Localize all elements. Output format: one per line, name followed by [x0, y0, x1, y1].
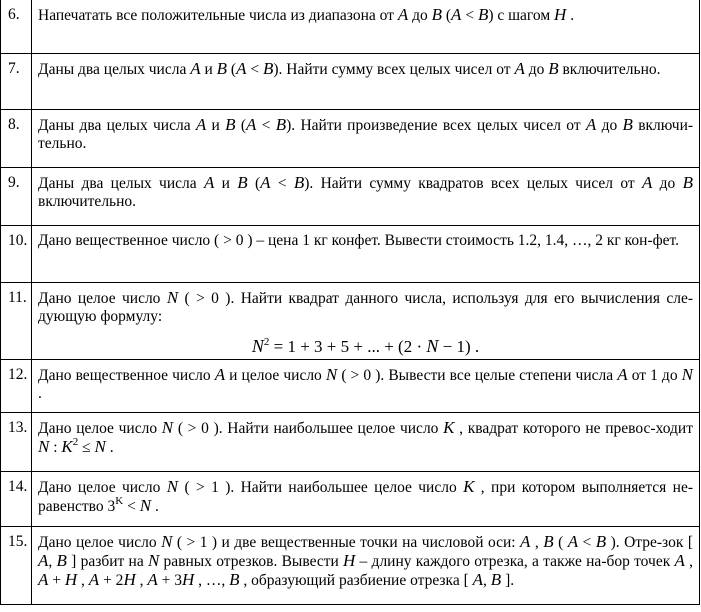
formula: [38, 337, 693, 356]
text-run: <: [256, 117, 276, 134]
table-row: [1, 168, 700, 226]
text-run: (: [227, 61, 237, 78]
math-symbol: A: [236, 59, 247, 78]
task-text: [32, 472, 700, 527]
text-run: ) с шагом: [488, 7, 555, 24]
text-run: (: [442, 7, 452, 24]
math-symbol: A: [674, 551, 685, 570]
table-row: [1, 54, 700, 110]
text-run: <: [578, 534, 596, 551]
text-run: ). Отре-зок [: [606, 534, 693, 551]
text-run: .: [105, 439, 114, 456]
table-row: [1, 360, 700, 413]
row-number: 12.: [1, 360, 32, 413]
row-number: 9.: [1, 168, 32, 226]
math-symbol: B: [595, 532, 607, 551]
math-symbol: B: [293, 173, 305, 192]
math-symbol: B: [548, 59, 559, 78]
row-number: 14.: [1, 472, 32, 527]
math-symbol: B: [682, 173, 694, 192]
math-symbol: K: [61, 437, 73, 456]
text-run: (: [553, 534, 568, 551]
math-symbol: A: [641, 173, 653, 192]
superscript: 2: [72, 436, 79, 448]
text-run: включи-тельно.: [38, 117, 694, 152]
text-run: (: [235, 117, 247, 134]
text-run: <: [246, 61, 263, 78]
row-number: 15.: [1, 527, 32, 605]
math-symbol: B: [543, 532, 554, 551]
math-symbol: H: [64, 570, 78, 589]
math-symbol: K: [463, 477, 475, 496]
text-run: от 1 до: [627, 367, 682, 384]
math-symbol: A: [246, 115, 257, 134]
math-symbol: B: [477, 5, 489, 24]
text-run: ( > 0 ). Найти квадрат данного числа, используя для его вычисления сле-дующую формулу:: [38, 290, 693, 325]
math-symbol: B: [56, 551, 67, 570]
text-run: Дано вещественное число ( > 0 ) – цена 1 кг конфет. Вывести стоимость 1.2, 1.4, …, 2 кг кон-фет.: [38, 232, 680, 249]
text-run: ( > 0 ). Вывести все целые степени числа: [337, 367, 618, 384]
table-row: [1, 226, 700, 283]
math-symbol: A: [617, 365, 628, 384]
text-run: и: [206, 117, 226, 134]
math-symbol: A: [195, 115, 207, 134]
text-run: .: [151, 498, 159, 515]
math-symbol: B: [622, 115, 633, 134]
text-run: включительно.: [558, 61, 661, 78]
text-run: ,: [684, 553, 694, 570]
text-run: +: [48, 572, 65, 589]
text-run: Дано целое число: [38, 534, 162, 551]
table-row: [1, 110, 700, 168]
text-run: равных отрезков. Вывести: [159, 553, 344, 570]
math-symbol: A: [397, 5, 409, 24]
text-run: , квадрат которого не превос-ходит: [454, 420, 693, 437]
math-symbol: N: [161, 532, 173, 551]
text-run: .: [38, 385, 42, 402]
math-symbol: B: [262, 59, 274, 78]
math-symbol: N: [426, 336, 439, 356]
text-run: ,: [135, 572, 148, 589]
text-run: и: [200, 61, 217, 78]
task-text: [32, 527, 700, 605]
math-symbol: A: [38, 570, 49, 589]
superscript: K: [115, 495, 124, 507]
math-symbol: N: [161, 418, 174, 437]
math-symbol: A: [260, 173, 271, 192]
task-text: [32, 226, 700, 283]
math-symbol: B: [431, 5, 442, 24]
math-symbol: A: [451, 5, 462, 24]
math-symbol: A: [147, 570, 158, 589]
math-symbol: B: [225, 115, 236, 134]
math-symbol: B: [216, 59, 228, 78]
text-run: <: [461, 7, 478, 24]
text-run: включительно.: [38, 193, 137, 210]
text-run: ≤: [78, 439, 95, 456]
text-run: Дано вещественное число: [38, 367, 215, 384]
text-run: ].: [501, 572, 515, 589]
table-row: [1, 413, 700, 472]
text-run: + 2: [99, 572, 124, 589]
text-run: Дано целое число: [38, 479, 167, 496]
text-run: и: [214, 175, 238, 192]
text-run: Напечатать все положительные числа из диапазона от: [38, 7, 398, 24]
text-run: .: [566, 7, 575, 24]
table-row: [1, 0, 700, 54]
text-run: <: [270, 175, 294, 192]
text-run: :: [49, 439, 62, 456]
text-run: и целое число: [225, 367, 326, 384]
text-run: ). Найти произведение всех целых чисел от: [286, 117, 586, 134]
row-number: 8.: [1, 110, 32, 168]
task-text: [32, 0, 700, 54]
math-symbol: A: [214, 365, 226, 384]
task-text: [32, 110, 700, 168]
row-number: 7.: [1, 54, 32, 110]
math-symbol: A: [203, 173, 215, 192]
task-text: [32, 360, 700, 413]
math-symbol: N: [94, 437, 106, 456]
math-symbol: N: [38, 437, 50, 456]
text-run: ( > 0 ). Найти наибольшее целое число: [173, 420, 444, 437]
text-run: ,: [77, 572, 89, 589]
math-symbol: A: [514, 59, 525, 78]
text-run: , …,: [194, 572, 230, 589]
text-run: − 1) .: [438, 337, 480, 356]
text-run: = 1 + 3 + 5 + ... + (2 ·: [269, 337, 427, 356]
math-symbol: H: [554, 5, 567, 24]
text-run: ] разбит на: [66, 553, 148, 570]
table-row: [1, 472, 700, 527]
text-run: ,: [530, 534, 544, 551]
table-row: [1, 527, 700, 605]
math-symbol: A: [472, 570, 484, 589]
text-run: ( > 1 ) и две вещественные точки на числовой оси:: [172, 534, 521, 551]
math-symbol: N: [166, 288, 179, 307]
text-run: ). Найти сумму всех целых чисел от: [273, 61, 515, 78]
row-number: 13.: [1, 413, 32, 472]
math-symbol: H: [343, 551, 356, 570]
table-row: [1, 283, 700, 360]
math-symbol: B: [490, 570, 502, 589]
math-symbol: A: [88, 570, 100, 589]
row-number: 11.: [1, 283, 32, 360]
row-number: 6.: [1, 0, 32, 54]
math-symbol: B: [237, 173, 248, 192]
math-symbol: A: [585, 115, 597, 134]
text-run: до: [524, 61, 549, 78]
math-symbol: A: [567, 532, 579, 551]
task-text: [32, 54, 700, 110]
math-symbol: N: [251, 336, 264, 356]
math-symbol: H: [123, 570, 136, 589]
text-run: Дано целое число: [38, 420, 162, 437]
text-run: (: [247, 175, 261, 192]
task-text: [32, 413, 700, 472]
text-run: до: [652, 175, 683, 192]
math-symbol: N: [681, 365, 693, 384]
math-symbol: H: [181, 570, 195, 589]
text-run: Даны два целых числа: [38, 117, 196, 134]
text-run: ( > 1 ). Найти наибольшее целое число: [178, 479, 464, 496]
superscript: 2: [263, 336, 270, 348]
text-run: , при котором выполняется не-равенство 3: [38, 479, 693, 515]
math-symbol: B: [229, 570, 240, 589]
text-run: ,: [48, 553, 57, 570]
math-symbol: N: [325, 365, 338, 384]
text-run: + 3: [157, 572, 182, 589]
math-symbol: K: [443, 418, 455, 437]
text-run: до: [408, 7, 432, 24]
text-run: Дано целое число: [38, 290, 167, 307]
text-run: <: [123, 498, 140, 515]
task-text: [32, 283, 700, 360]
math-symbol: B: [275, 115, 287, 134]
math-symbol: A: [520, 532, 531, 551]
text-run: ,: [483, 572, 491, 589]
task-text: [32, 168, 700, 226]
math-symbol: A: [38, 551, 49, 570]
text-run: – длину каждого отрезка, а также на-бор точек: [355, 553, 675, 570]
math-symbol: N: [147, 551, 160, 570]
text-run: до: [596, 117, 623, 134]
text-run: Даны два целых числа: [38, 175, 204, 192]
text-run: , образующий разбиение отрезка [: [239, 572, 473, 589]
math-symbol: A: [190, 59, 201, 78]
row-number: 10.: [1, 226, 32, 283]
math-symbol: N: [139, 496, 152, 515]
text-run: Даны два целых числа: [38, 61, 191, 78]
text-run: ). Найти сумму квадратов всех целых чисел от: [304, 175, 642, 192]
math-symbol: N: [166, 477, 179, 496]
